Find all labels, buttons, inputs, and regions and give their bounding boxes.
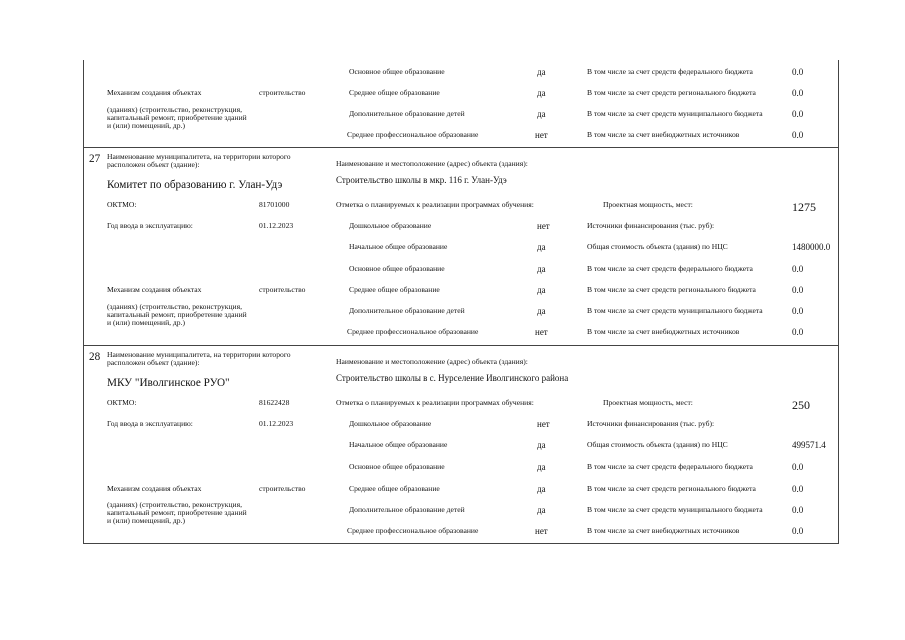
- capacity-value: 250: [792, 398, 810, 412]
- program-label: Основное общее образование: [349, 264, 445, 273]
- object-label: Наименование и местоположение (адрес) объекта (здания):: [336, 159, 528, 168]
- capacity-label: Проектная мощность, мест:: [603, 398, 693, 407]
- program-value: нет: [537, 221, 550, 231]
- finance-value: 0.0: [792, 264, 804, 274]
- record-number: 28: [89, 351, 101, 363]
- program-value: нет: [535, 526, 548, 536]
- finance-label: В том числе за счет внебюджетных источников: [587, 526, 740, 535]
- program-value: нет: [535, 130, 548, 140]
- program-label: Среднее общее образование: [349, 88, 440, 97]
- year-label: Год ввода в эксплуатацию:: [107, 221, 193, 230]
- capacity-label: Проектная мощность, мест:: [603, 200, 693, 209]
- finance-value: 0.0: [792, 130, 804, 140]
- program-label: Основное общее образование: [349, 462, 445, 471]
- program-value: да: [537, 264, 546, 274]
- program-value: да: [537, 242, 546, 252]
- mechanism-label: Механизм создания объектах: [107, 285, 202, 294]
- table-border-left: [83, 60, 84, 544]
- program-value: да: [537, 484, 546, 494]
- finance-label: В том числе за счет средств федерального бюджета: [587, 67, 753, 76]
- oktmo-label: ОКТМО:: [107, 398, 137, 407]
- capacity-value: 1275: [792, 200, 816, 214]
- finance-value: 0.0: [792, 327, 804, 337]
- finance-label: В том числе за счет средств муниципального бюджета: [587, 306, 763, 315]
- mechanism-description: (зданиях) (строительство, реконструкция, капитальный ремонт, приобретение зданий и (или) помещений, др.): [107, 105, 247, 130]
- row-divider: [83, 147, 839, 148]
- finance-label: В том числе за счет средств регионального бюджета: [587, 88, 756, 97]
- program-label: Среднее общее образование: [349, 285, 440, 294]
- finance-label: В том числе за счет внебюджетных источников: [587, 130, 740, 139]
- mechanism-value: строительство: [259, 285, 306, 294]
- finance-label: В том числе за счет средств муниципального бюджета: [587, 109, 763, 118]
- mechanism-value: строительство: [259, 88, 306, 97]
- program-label: Дополнительное образование детей: [349, 109, 465, 118]
- finance-value: 0.0: [792, 526, 804, 536]
- table-border-right: [838, 60, 839, 544]
- object-name: Строительство школы в с. Нурселение Иволгинского района: [336, 373, 569, 383]
- municipality-label: Наименование муниципалитета, на территории которого расположен объект (здание):: [107, 152, 291, 169]
- program-label: Дошкольное образование: [349, 221, 432, 230]
- finance-value: 0.0: [792, 67, 804, 77]
- year-label: Год ввода в эксплуатацию:: [107, 419, 193, 428]
- finance-label: Источники финансирования (тыс. руб):: [587, 221, 715, 230]
- program-value: да: [537, 306, 546, 316]
- finance-value: 1480000.0: [792, 242, 831, 252]
- mechanism-description: (зданиях) (строительство, реконструкция, капитальный ремонт, приобретение зданий и (или) помещений, др.): [107, 500, 247, 525]
- mechanism-label: Механизм создания объектах: [107, 484, 202, 493]
- finance-label: Общая стоимость объекта (здания) по НЦС: [587, 242, 728, 251]
- finance-label: В том числе за счет внебюджетных источников: [587, 327, 740, 336]
- program-label: Среднее профессиональное образование: [347, 327, 479, 336]
- object-label: Наименование и местоположение (адрес) объекта (здания):: [336, 357, 528, 366]
- program-value: да: [537, 462, 546, 472]
- municipality-label: Наименование муниципалитета, на территории которого расположен объект (здание):: [107, 350, 291, 367]
- finance-value: 0.0: [792, 306, 804, 316]
- table-bottom-border: [83, 543, 839, 544]
- program-value: да: [537, 67, 546, 77]
- programs-label: Отметка о планируемых к реализации программах обучения:: [336, 200, 534, 209]
- municipality-name: МКУ "Иволгинское РУО": [107, 377, 230, 389]
- finance-label: В том числе за счет средств муниципального бюджета: [587, 505, 763, 514]
- program-label: Среднее профессиональное образование: [347, 526, 479, 535]
- oktmo-value: 81701000: [259, 200, 290, 209]
- mechanism-label: Механизм создания объектах: [107, 88, 202, 97]
- record-number: 27: [89, 153, 101, 165]
- program-label: Дополнительное образование детей: [349, 505, 465, 514]
- finance-label: В том числе за счет средств регионального бюджета: [587, 285, 756, 294]
- finance-label: В том числе за счет средств регионального бюджета: [587, 484, 756, 493]
- finance-label: Источники финансирования (тыс. руб):: [587, 419, 715, 428]
- programs-label: Отметка о планируемых к реализации программах обучения:: [336, 398, 534, 407]
- object-name: Строительство школы в мкр. 116 г. Улан-Удэ: [336, 175, 507, 185]
- row-divider: [83, 345, 839, 346]
- finance-value: 0.0: [792, 285, 804, 295]
- program-label: Среднее профессиональное образование: [347, 130, 479, 139]
- program-label: Дополнительное образование детей: [349, 306, 465, 315]
- program-value: да: [537, 285, 546, 295]
- program-value: да: [537, 440, 546, 450]
- program-label: Дошкольное образование: [349, 419, 432, 428]
- finance-value: 0.0: [792, 505, 804, 515]
- oktmo-value: 81622428: [259, 398, 290, 407]
- finance-value: 499571.4: [792, 440, 826, 450]
- program-value: да: [537, 109, 546, 119]
- program-value: да: [537, 505, 546, 515]
- finance-value: 0.0: [792, 88, 804, 98]
- municipality-name: Комитет по образованию г. Улан-Удэ: [107, 179, 283, 191]
- program-label: Среднее общее образование: [349, 484, 440, 493]
- mechanism-value: строительство: [259, 484, 306, 493]
- program-label: Основное общее образование: [349, 67, 445, 76]
- program-value: нет: [535, 327, 548, 337]
- finance-label: В том числе за счет средств федерального бюджета: [587, 264, 753, 273]
- finance-label: В том числе за счет средств федерального бюджета: [587, 462, 753, 471]
- oktmo-label: ОКТМО:: [107, 200, 137, 209]
- program-value: да: [537, 88, 546, 98]
- year-value: 01.12.2023: [259, 419, 294, 428]
- program-value: нет: [537, 419, 550, 429]
- finance-value: 0.0: [792, 462, 804, 472]
- finance-label: Общая стоимость объекта (здания) по НЦС: [587, 440, 728, 449]
- program-label: Начальное общее образование: [349, 440, 448, 449]
- finance-value: 0.0: [792, 109, 804, 119]
- program-label: Начальное общее образование: [349, 242, 448, 251]
- year-value: 01.12.2023: [259, 221, 294, 230]
- finance-value: 0.0: [792, 484, 804, 494]
- mechanism-description: (зданиях) (строительство, реконструкция, капитальный ремонт, приобретение зданий и (или) помещений, др.): [107, 302, 247, 327]
